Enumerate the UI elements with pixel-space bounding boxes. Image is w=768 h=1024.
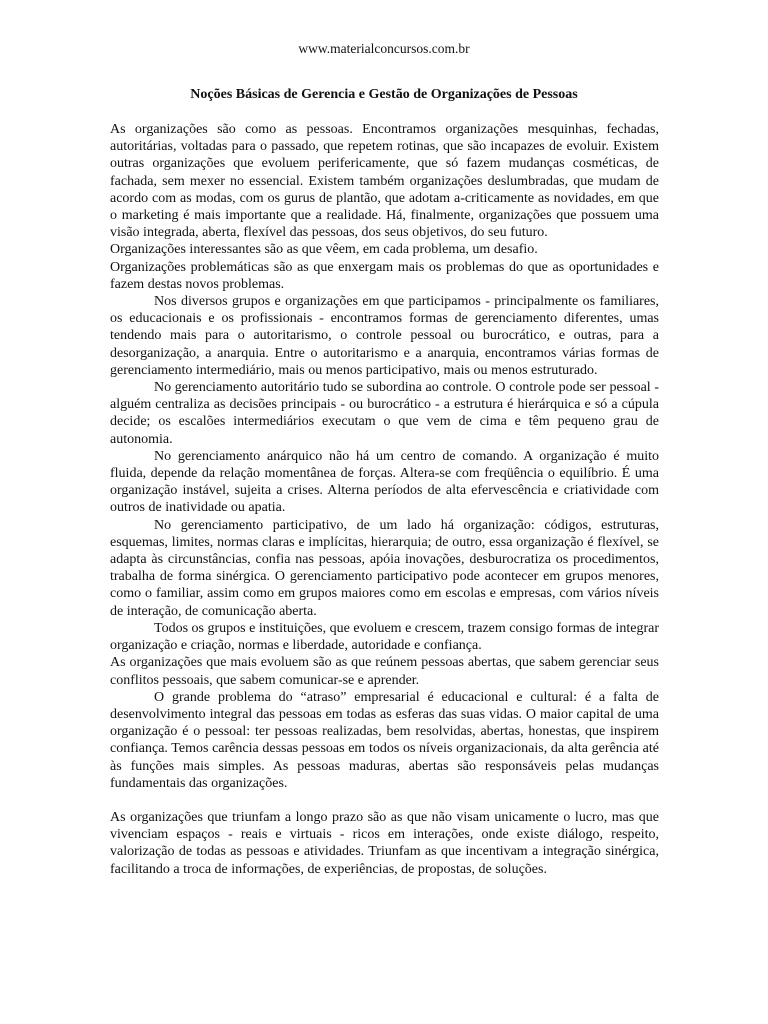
paragraph: Nos diversos grupos e organizações em que participamos - principalmente os familiares, os educacionais e os profissionais - encontramos formas de gerenciamento diferentes, umas tendendo mais para o autoritarismo, o controle pessoal ou burocrático, e outras, para a desorganização, a anarquia. Entre o autoritarismo e a anarquia, encontramos várias formas de gerenciamento intermediário, mais ou menos participativo, mais ou menos estruturado. <box>110 294 659 378</box>
document-body <box>110 121 659 878</box>
paragraph: Organizações problemáticas são as que enxergam mais os problemas do que as oportunidades e fazem destas novos problemas. <box>110 259 659 292</box>
paragraph: As organizações são como as pessoas. Encontramos organizações mesquinhas, fechadas, autoritárias, voltadas para o passado, que repetem rotinas, que são incapazes de evoluir. Existem outras organizações que evoluem perifericamente, que só fazem mudanças cosméticas, de fachada, sem mexer no essencial. Existem também organizações deslumbradas, que mudam de acordo com as modas, com os gurus de plantão, que adotam a-criticamente as novidades, em que o marketing é mais importante que a realidade. Há, finalmente, organizações que possuem uma visão integrada, aberta, flexível das pessoas, dos seus objetivos, do seu futuro. <box>110 122 659 241</box>
paragraph: No gerenciamento autoritário tudo se subordina ao controle. O controle pode ser pessoal - alguém centraliza as decisões principais - ou burocrático - a estrutura é hierárquica e só a cúpula decide; os escalões intermediários executam o que vem de cima e têm pequeno grau de autonomia. <box>110 380 659 447</box>
paragraph: O grande problema do “atraso” empresarial é educacional e cultural: é a falta de desenvolvimento integral das pessoas em todas as esferas das suas vidas. O maior capital de uma organização é o pessoal: ter pessoas realizadas, bem resolvidas, abertas, honestas, que inspirem confiança. Temos carência dessas pessoas em todos os níveis organizacionais, da alta gerência até às funções mais simples. As pessoas maduras, abertas são responsáveis pelas mudanças fundamentais das organizações. <box>110 689 659 791</box>
paragraph: Organizações interessantes são as que vêem, em cada problema, um desafio. <box>110 242 538 258</box>
paragraph: No gerenciamento participativo, de um lado há organização: códigos, estruturas, esquemas, limites, normas claras e implícitas, hierarquia; de outro, essa organização é flexível, se adapta às circunstâncias, confia nas pessoas, apóia inovações, desburocratiza os procedimentos, trabalha de forma sinérgica. O gerenciamento participativo pode acontecer em grupos menores, como o familiar, assim como em grupos maiores como em escolas e empresas, com vários níveis de interação, de comunicação aberta. <box>110 517 659 619</box>
paragraph: Todos os grupos e instituições, que evoluem e crescem, trazem consigo formas de integrar organização e criação, normas e liberdade, autoridade e confiança. <box>110 620 659 654</box>
paragraph: No gerenciamento anárquico não há um centro de comando. A organização é muito fluida, depende da relação momentânea de forças. Altera-se com freqüência o equilíbrio. É uma organização instável, sujeita a crises. Alterna períodos de alta efervescência e criatividade com outros de inatividade ou apatia. <box>110 448 659 516</box>
header-url: www.materialconcursos.com.br <box>298 41 470 56</box>
paragraph: As organizações que mais evoluem são as que reúnem pessoas abertas, que sabem gerenciar seus conflitos pessoais, que sabem comunicar-se e aprender. <box>110 655 659 688</box>
paragraph: As organizações que triunfam a longo prazo são as que não visam unicamente o lucro, mas que vivenciam espaços - reais e virtuais - ricos em interações, onde existe diálogo, respeito, valorização de todas as pessoas e atividades. Triunfam as que incentivam a integração sinérgica, facilitando a troca de informações, de experiências, de propostas, de soluções. <box>110 809 659 877</box>
document-title: Noções Básicas de Gerencia e Gestão de Organizações de Pessoas <box>190 87 578 102</box>
